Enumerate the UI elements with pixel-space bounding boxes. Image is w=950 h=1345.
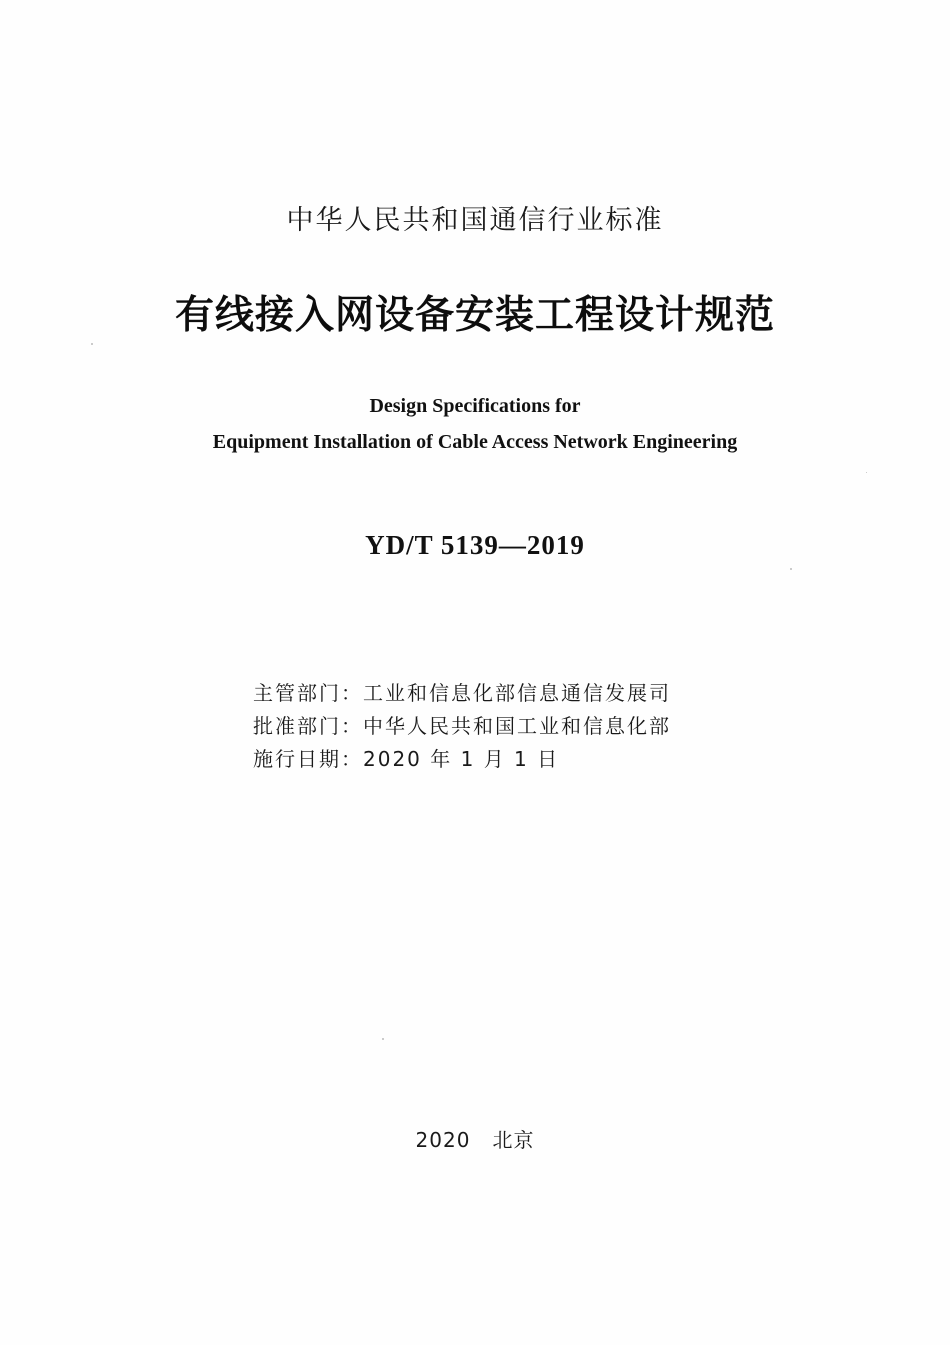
publication-meta [253, 677, 671, 776]
scan-speck [790, 568, 792, 570]
standard-number: YD/T 5139—2019 [365, 530, 585, 560]
scan-speck [866, 472, 867, 473]
publication-footer [0, 1124, 950, 1153]
supervising-department: 主管部门：工业和信息化部信息通信发展司 [253, 681, 671, 705]
scan-speck [382, 1038, 384, 1040]
standard-type: 中华人民共和国通信行业标准 [286, 205, 664, 236]
title-english-line-1: Design Specifications for [369, 395, 581, 417]
approving-department: 批准部门：中华人民共和国工业和信息化部 [253, 714, 671, 738]
publication-year: 2020 [415, 1128, 471, 1152]
effective-date: 施行日期：2020 年 1 月 1 日 [253, 747, 560, 771]
title-english-line-2: Equipment Installation of Cable Access Network Engineering [212, 431, 738, 453]
publication-city: 北京 [492, 1128, 535, 1152]
title-english [0, 388, 950, 460]
title-chinese: 有线接入网设备安装工程设计规范 [174, 292, 775, 338]
scan-speck [91, 343, 93, 345]
